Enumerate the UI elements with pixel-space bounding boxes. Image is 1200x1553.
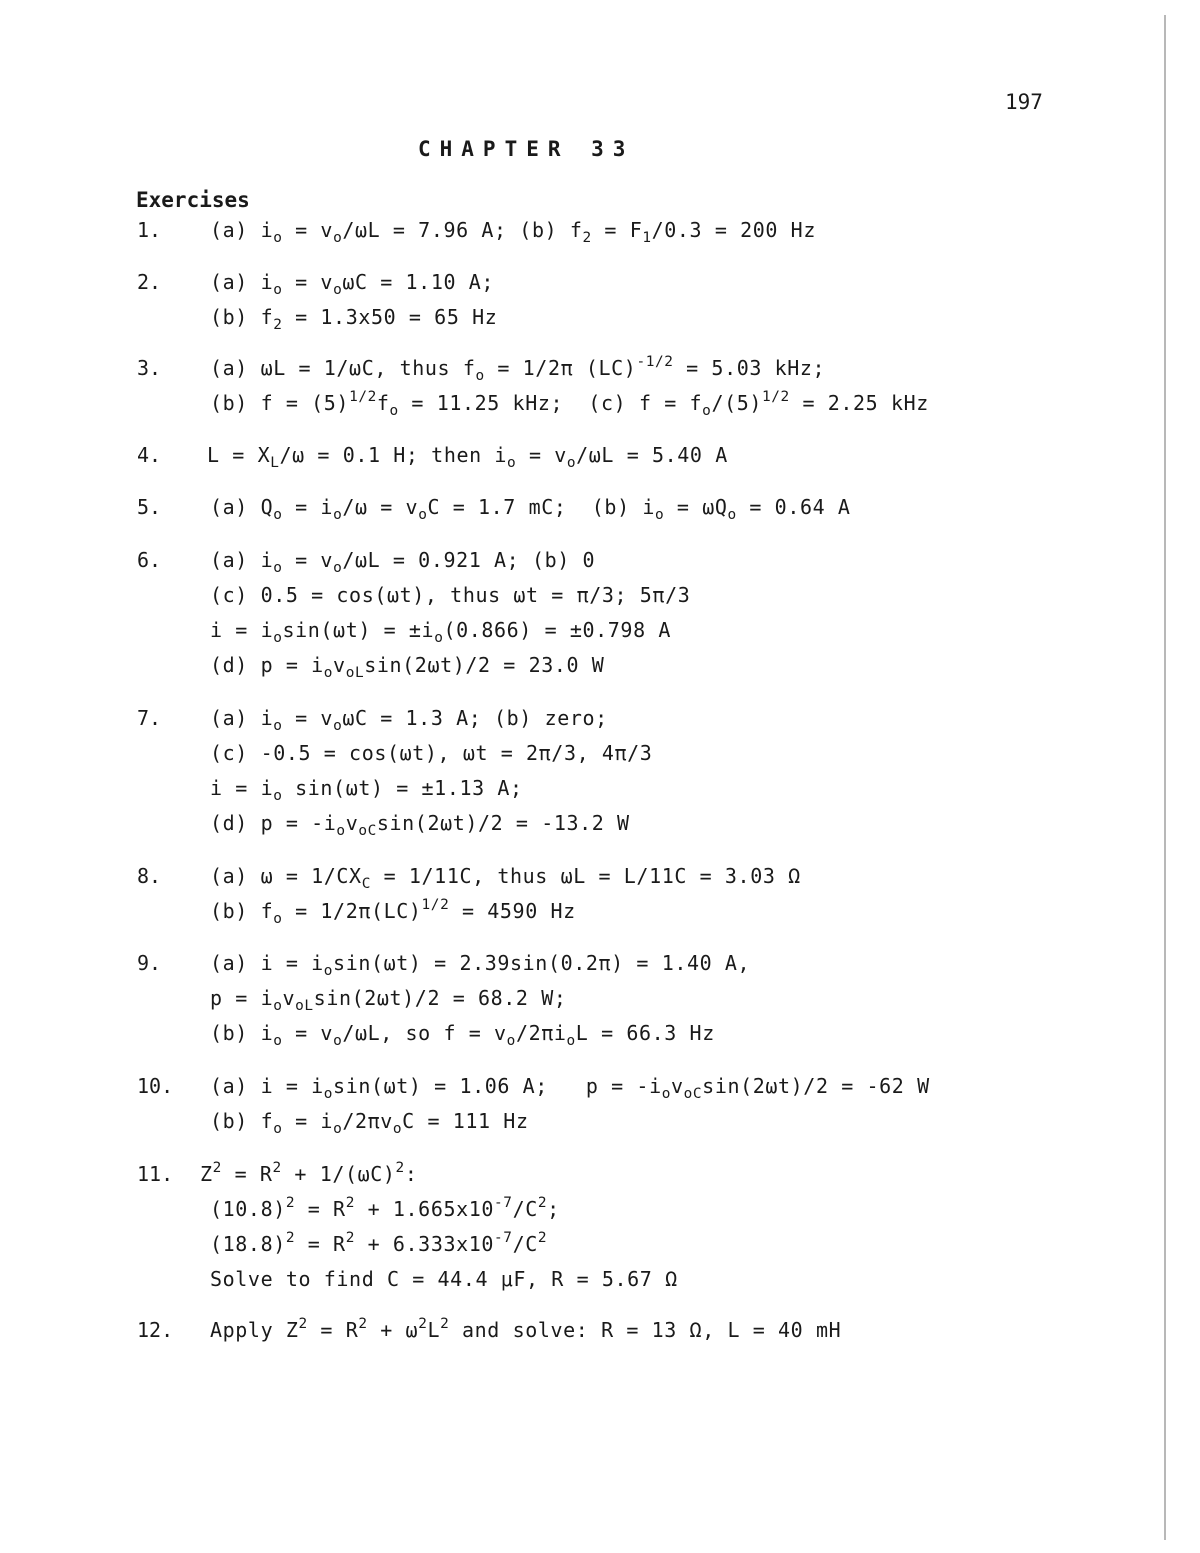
exercise-number: 8.: [137, 864, 162, 888]
exercise-line: (b) $f_2 = 1.3x50 = 65$ Hz: [210, 305, 498, 333]
exercise-number: 7.: [137, 706, 162, 730]
exercise-number: 2.: [137, 270, 162, 294]
exercise-number: 3.: [137, 356, 162, 380]
exercise-line: $Z^2 = R^2 + 1/(\omega C)^2$:: [200, 1160, 418, 1186]
section-heading: Exercises: [136, 188, 250, 212]
exercise-number: 4.: [137, 443, 162, 467]
exercise-line: $(18.8)^2 = R^2 + 6.333x10^{-7}/C^2$: [210, 1230, 548, 1256]
exercise-line: (a) $\omega = 1/CX_C = 1/11C$, thus ωL = L/11C = 3.03 Ω: [210, 864, 801, 892]
exercise-line: (a) $i_o = v_o/\omega L = 7.96$ A; (b) $f_2 = F_1/0.3 = 200$ Hz: [210, 218, 816, 246]
exercise-line: (c) -0.5 = cos(ωt), ωt = 2π/3, 4π/3: [210, 741, 653, 765]
exercise-line: (a) ωL = 1/ωC, thus $f_o = 1/2\pi$ (LC)$^{-1/2}$ = 5.03 kHz;: [210, 354, 826, 384]
exercise-line: $i = i_o$ sin(ωt) = ±1.13 A;: [210, 776, 523, 804]
exercise-number: 6.: [137, 548, 162, 572]
exercise-line: $(10.8)^2 = R^2 + 1.665x10^{-7}/C^2$;: [210, 1195, 560, 1221]
exercise-number: 9.: [137, 951, 162, 975]
exercise-line: $L = X_L/\omega = 0.1$ H; then $i_o = v_o/\omega L = 5.40$ A: [207, 443, 728, 471]
page-number: 197: [1005, 90, 1043, 114]
page-edge-line: [1164, 15, 1166, 1540]
exercise-number: 12.: [137, 1318, 174, 1342]
exercise-line: (c) 0.5 = cos(ωt), thus ωt = π/3; 5π/3: [210, 583, 691, 607]
exercise-line: (a) $i = i_o\sin(\omega t) = 1.06$ A; $p = -i_ov_{oC}\sin(2\omega t)/2 = -62$ W: [210, 1074, 930, 1102]
exercise-line: $p = i_ov_{oL}\sin(2\omega t)/2 = 68.2$ W;: [210, 986, 567, 1014]
chapter-title: CHAPTER 33: [418, 137, 635, 161]
exercise-line: (b) $f_o = 1/2\pi(LC)^{1/2} = 4590$ Hz: [210, 897, 576, 927]
exercise-line: (d) $p = i_ov_{oL}\sin(2\omega t)/2 = 23.0$ W: [210, 653, 605, 681]
exercise-line: (a) $i = i_o\sin(\omega t) = 2.39\sin(0.2\pi) = 1.40$ A,: [210, 951, 751, 979]
exercise-number: 5.: [137, 495, 162, 519]
exercise-line: Apply $Z^2 = R^2 + \omega^2L^2$ and solve: R = 13 Ω, L = 40 mH: [210, 1316, 842, 1342]
exercise-line: (b) $i_o = v_o/\omega L$, so $f = v_o/2\pi i_oL = 66.3$ Hz: [210, 1021, 715, 1049]
exercise-line: (a) $i_o = v_o/\omega L = 0.921$ A; (b) 0: [210, 548, 596, 576]
exercise-line: Solve to find C = 44.4 μF, R = 5.67 Ω: [210, 1267, 678, 1291]
exercise-line: $i = i_o\sin(\omega t) = \pm i_o(0.866) = \pm 0.798$ A: [210, 618, 671, 646]
exercise-line: (a) $i_o = v_o\omega C = 1.3$ A; (b) zero;: [210, 706, 608, 734]
exercise-number: 1.: [137, 218, 162, 242]
exercise-line: (a) $i_o = v_o\omega C = 1.10$ A;: [210, 270, 495, 298]
exercise-line: (a) $Q_o = i_o/\omega = v_oC = 1.7$ mC; (b) $i_o = \omega Q_o = 0.64$ A: [210, 495, 851, 523]
exercise-line: (b) $f_o = i_o/2\pi v_oC = 111$ Hz: [210, 1109, 529, 1137]
exercise-line: (b) $f = (5)^{1/2}f_o = 11.25$ kHz; (c) $f = f_o/(5)^{1/2} = 2.25$ kHz: [210, 389, 929, 419]
exercise-number: 10.: [137, 1074, 174, 1098]
exercise-line: (d) $p = -i_ov_{oC}\sin(2\omega t)/2 = -13.2$ W: [210, 811, 630, 839]
exercise-number: 11.: [137, 1162, 174, 1186]
